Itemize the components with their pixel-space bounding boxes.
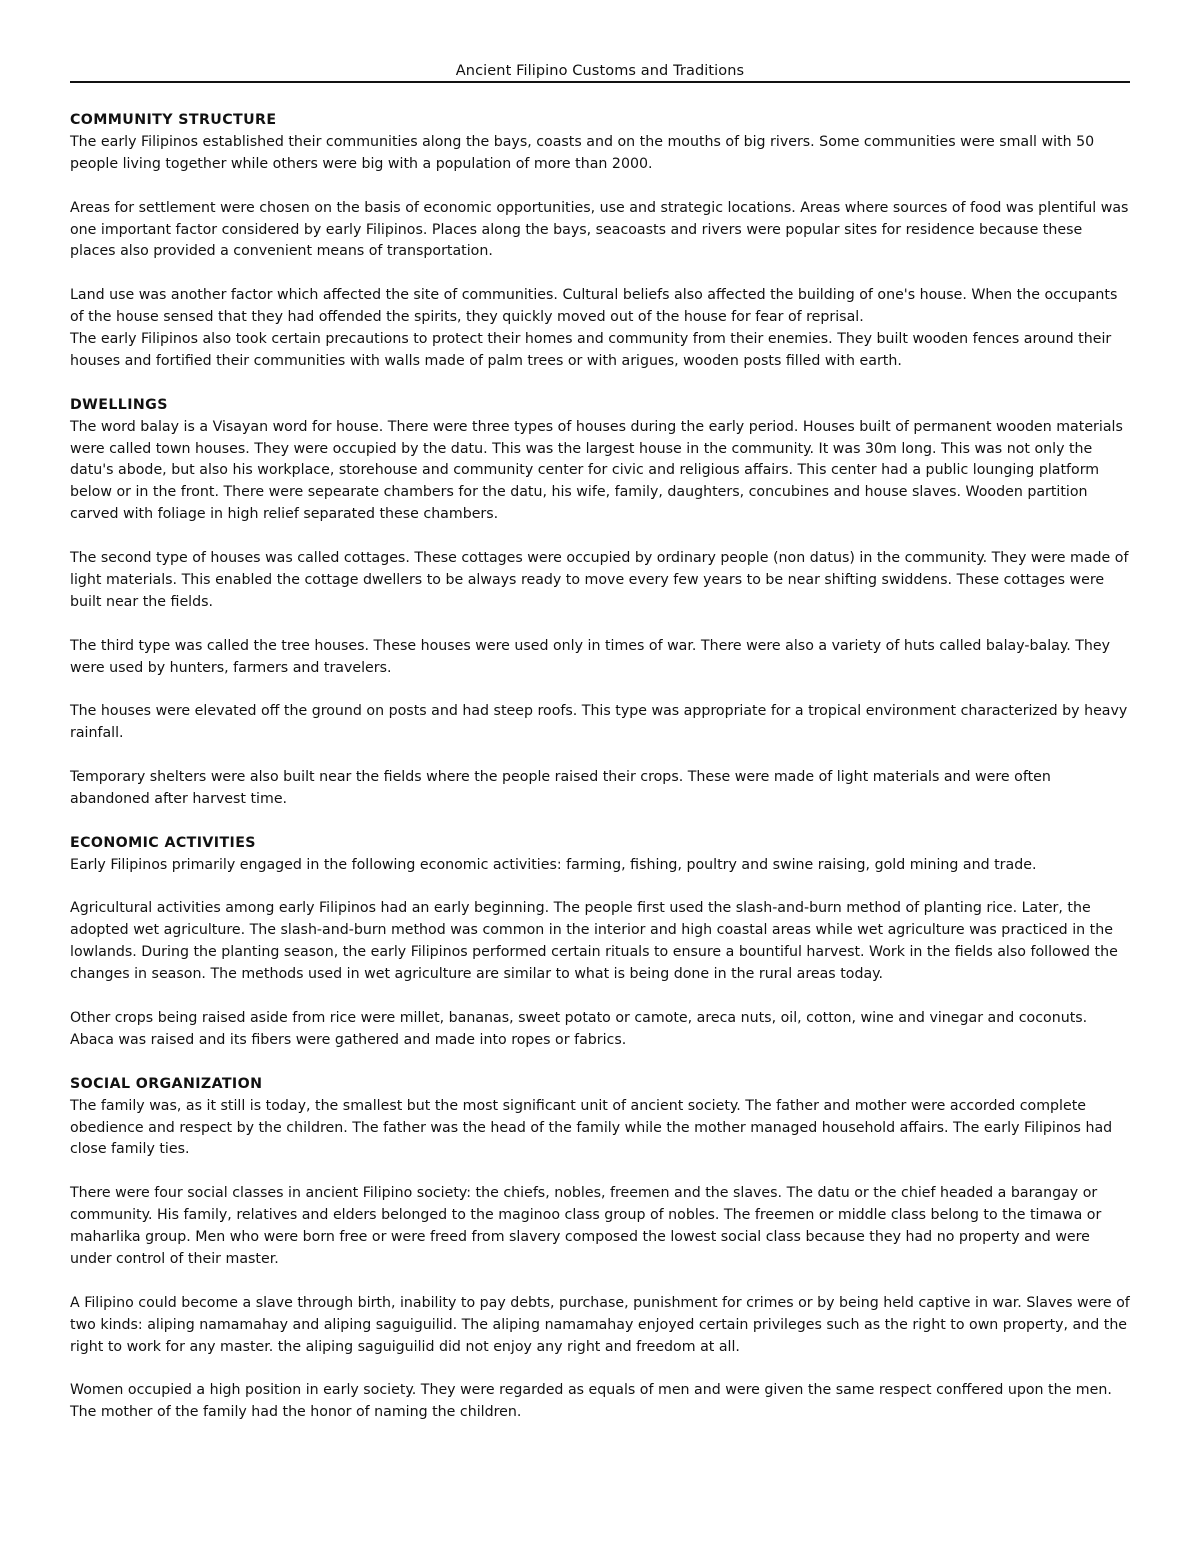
paragraph: The third type was called the tree houses. These houses were used only in times of war. There were also a variety of huts called balay-balay. They were used by hunters, farmers and travelers. <box>70 637 1111 676</box>
paragraph: The early Filipinos established their communities along the bays, coasts and on the mouths of big rivers. Some communities were small with 50 people living together while others were big with a population of more than 2000. <box>70 133 1095 172</box>
paragraph: The houses were elevated off the ground on posts and had steep roofs. This type was appropriate for a tropical environment characterized by heavy rainfall. <box>70 703 1128 742</box>
paragraph: Women occupied a high position in early society. They were regarded as equals of men and were given the same respect conffered upon the men. The mother of the family had the honor of naming the children. <box>70 1382 1112 1421</box>
paragraph: The word balay is a Visayan word for house. There were three types of houses during the early period. Houses built of permanent wooden materials were called town houses. They were occupied by the datu. This was the largest house in the community. It was 30m long. This was not only the datu's abode, but also his workplace, storehouse and community center for civic and religious affairs. This center had a public lounging platform below or in the front. There were sepearate chambers for the datu, his wife, family, daughters, concubines and house slaves. Wooden partition carved with foliage in high relief separated these chambers. <box>70 418 1123 523</box>
paragraph: The family was, as it still is today, the smallest but the most significant unit of ancient society. The father and mother were accorded complete obedience and respect by the children. The father was the head of the family while the mother managed household affairs. The early Filipinos had close family ties. <box>70 1097 1113 1158</box>
section-dwellings <box>70 395 1130 811</box>
paragraph: The second type of houses was called cottages. These cottages were occupied by ordinary people (non datus) in the community. They were made of light materials. This enabled the cottage dwellers to be always ready to move every few years to be near shifting swiddens. These cottages were built near the fields. <box>70 550 1129 610</box>
section-community-structure <box>70 110 1130 373</box>
section-heading: DWELLINGS <box>70 396 168 413</box>
paragraph: Early Filipinos primarily engaged in the following economic activities: farming, fishing, poultry and swine raising, gold mining and trade. <box>70 856 1037 873</box>
section-economic-activities <box>70 833 1130 1052</box>
paragraph: Temporary shelters were also built near the fields where the people raised their crops. These were made of light materials and were often abandoned after harvest time. <box>70 769 1051 807</box>
document-page <box>70 62 1130 1446</box>
document-body <box>70 83 1130 1424</box>
page-header: Ancient Filipino Customs and Traditions <box>70 62 1130 83</box>
section-heading: COMMUNITY STRUCTURE <box>70 112 277 128</box>
paragraph: Land use was another factor which affected the site of communities. Cultural beliefs also affected the building of one's house. When the occupants of the house sensed that they had offended the spirits, they quickly moved out of the house for fear of reprisal. The early Filipinos also took certain precautions to protect their homes and community from their enemies. They built wooden fences around their houses and fortified their communities with walls made of palm trees or with arigues, wooden posts filled with earth. <box>70 287 1118 369</box>
paragraph: Other crops being raised aside from rice were millet, bananas, sweet potato or camote, areca nuts, oil, cotton, wine and vinegar and coconuts. Abaca was raised and its fibers were gathered and made into ropes or fabrics. <box>70 1010 1088 1048</box>
paragraph: Agricultural activities among early Filipinos had an early beginning. The people first used the slash-and-burn method of planting rice. Later, the adopted wet agriculture. The slash-and-burn method was common in the interior and high coastal areas while wet agriculture was practiced in the lowlands. During the planting season, the early Filipinos performed certain rituals to ensure a bountiful harvest. Work in the fields also followed the changes in season. The methods used in wet agriculture are similar to what is being done in the rural areas today. <box>70 900 1118 983</box>
section-heading: SOCIAL ORGANIZATION <box>70 1075 263 1092</box>
paragraph: There were four social classes in ancient Filipino society: the chiefs, nobles, freemen and the slaves. The datu or the chief headed a barangay or community. His family, relatives and elders belonged to the maginoo class group of nobles. The freemen or middle class belong to the timawa or maharlika group. Men who were born free or were freed from slavery composed the lowest social class because they had no property and were under control of their master. <box>70 1185 1102 1267</box>
paragraph: A Filipino could become a slave through birth, inability to pay debts, purchase, punishment for crimes or by being held captive in war. Slaves were of two kinds: aliping namamahay and aliping saguiguilid. The aliping namamahay enjoyed certain privileges such as the right to own property, and the right to work for any master. the aliping saguiguilid did not enjoy any right and freedom at all. <box>70 1294 1130 1355</box>
paragraph: Areas for settlement were chosen on the basis of economic opportunities, use and strategic locations. Areas where sources of food was plentiful was one important factor considered by early Filipinos. Places along the bays, seacoasts and rivers were popular sites for residence because these places also provided a convenient means of transportation. <box>70 199 1129 260</box>
section-social-organization <box>70 1074 1130 1424</box>
section-heading: ECONOMIC ACTIVITIES <box>70 834 256 851</box>
